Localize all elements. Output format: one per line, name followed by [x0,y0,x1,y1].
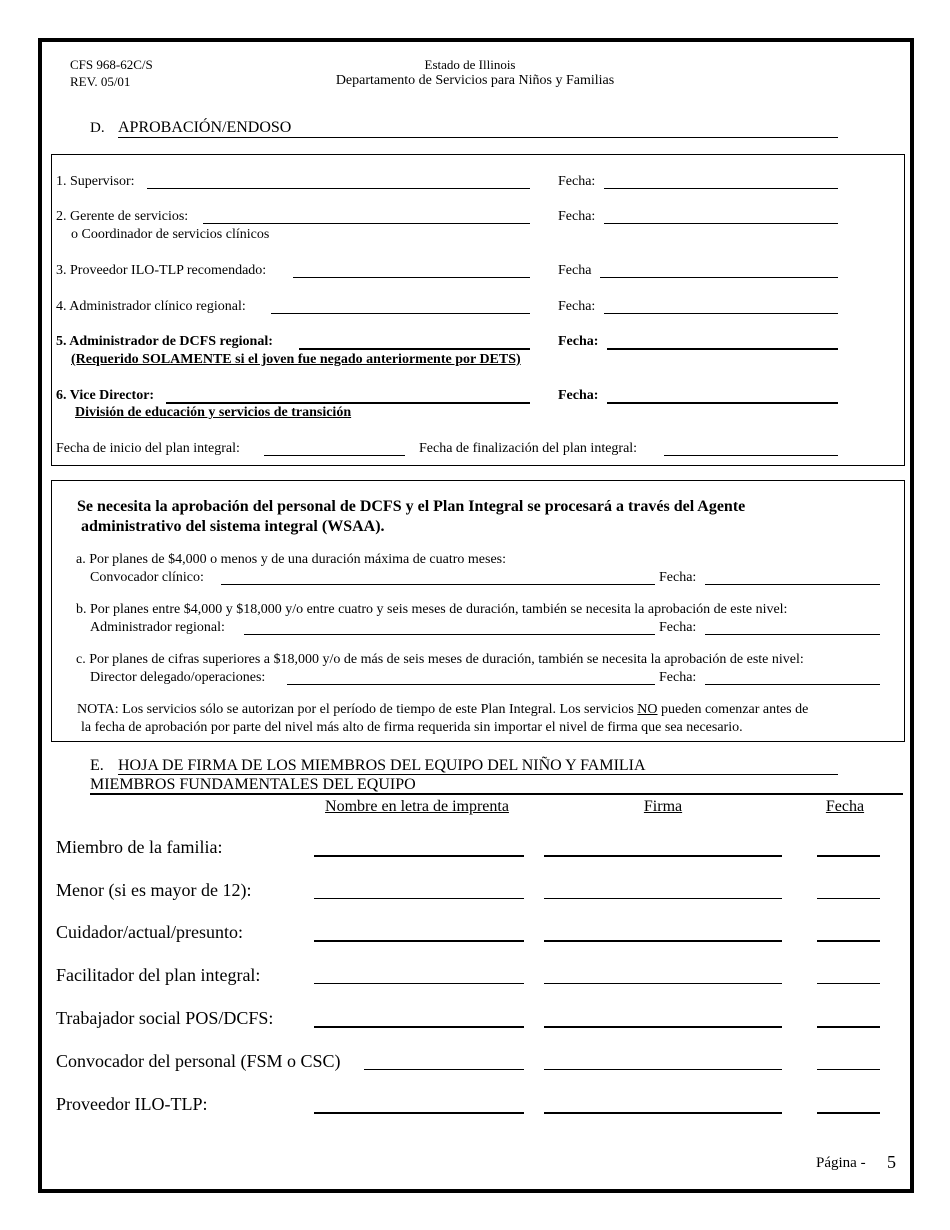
minor-date-field[interactable] [817,898,880,899]
supervisor-field[interactable] [147,188,530,189]
staff-convener-date-field[interactable] [817,1069,880,1070]
staff-convener-signature-field[interactable] [544,1069,782,1070]
vice-director-field[interactable] [166,402,530,404]
column-signature: Firma [643,798,683,815]
vice-director-date-field[interactable] [607,402,838,404]
deputy-director-date-field[interactable] [705,684,880,685]
plan-facilitator-signature-field[interactable] [544,983,782,984]
approval-heading-line2: administrativo del sistema integral (WSAA). [81,518,385,535]
state-name: Estado de Illinois [424,57,516,72]
service-manager-field[interactable] [203,223,530,224]
regional-dcfs-admin-label: 5. Administrador de DCFS regional: [56,334,273,349]
clinical-coordinator-label: o Coordinador de servicios clínicos [71,227,270,242]
section-e-title: HOJA DE FIRMA DE LOS MIEMBROS DEL EQUIPO DEL NIÑO Y FAMILIA [118,757,646,774]
core-team-subtitle: MIEMBROS FUNDAMENTALES DEL EQUIPO [90,776,416,793]
regional-clinical-admin-field[interactable] [271,313,530,314]
section-d-letter: D. [90,120,105,136]
page-label: Página - [816,1155,866,1171]
clinical-convener-date-label: Fecha: [659,570,697,585]
deputy-director-field[interactable] [287,684,655,685]
plan-facilitator-date-field[interactable] [817,983,880,984]
service-manager-label: 2. Gerente de servicios: [56,209,189,224]
regional-admin-label: Administrador regional: [90,620,225,635]
section-e-title-rule [118,774,838,775]
department-name: Departamento de Servicios para Niños y Familias [335,73,615,88]
form-revision: REV. 05/01 [70,74,131,89]
approval-note-text-end: pueden comenzar antes de [657,702,809,717]
recommended-provider-date-label: Fecha [558,263,592,278]
family-member-label: Miembro de la familia: [56,837,223,857]
ilo-tlp-provider-label: Proveedor ILO-TLP: [56,1094,208,1114]
approval-item-a-text: a. Por planes de $4,000 o menos y de una duración máxima de cuatro meses: [76,552,506,567]
plan-facilitator-name-field[interactable] [314,983,524,984]
caregiver-signature-field[interactable] [544,940,782,942]
supervisor-label: 1. Supervisor: [56,174,135,189]
regional-clinical-admin-date-field[interactable] [604,313,838,314]
staff-convener-name-field[interactable] [364,1069,524,1070]
regional-admin-date-label: Fecha: [659,620,697,635]
caregiver-date-field[interactable] [817,940,880,942]
social-worker-signature-field[interactable] [544,1026,782,1028]
regional-dcfs-admin-date-field[interactable] [607,348,838,350]
deputy-director-label: Director delegado/operaciones: [90,670,266,685]
form-code: CFS 968-62C/S [70,57,153,72]
plan-start-date-label: Fecha de inicio del plan integral: [56,441,240,456]
vice-director-date-label: Fecha: [558,388,599,403]
social-worker-label: Trabajador social POS/DCFS: [56,1008,274,1028]
approval-note-line2: la fecha de aprobación por parte del nivel más alto de firma requerida sin importar el nivel de firma que sea necesario. [81,720,743,735]
education-division-label: División de educación y servicios de transición [75,405,352,420]
vice-director-label: 6. Vice Director: [56,388,155,403]
regional-admin-field[interactable] [244,634,655,635]
clinical-convener-date-field[interactable] [705,584,880,585]
section-d-title-rule [118,137,838,138]
ilo-tlp-provider-name-field[interactable] [314,1112,524,1114]
social-worker-date-field[interactable] [817,1026,880,1028]
family-member-signature-field[interactable] [544,855,782,857]
staff-convener-label: Convocador del personal (FSM o CSC) [56,1051,341,1071]
column-print-name: Nombre en letra de imprenta [325,798,509,815]
plan-end-date-field[interactable] [664,455,838,456]
approval-note-no: NO [637,702,658,717]
approval-item-b-text: b. Por planes entre $4,000 y $18,000 y/o entre cuatro y seis meses de duración, también se necesita la aprobación de este nivel: [76,602,788,617]
approval-note-line1 [77,702,808,718]
family-member-name-field[interactable] [314,855,524,857]
clinical-convener-field[interactable] [221,584,655,585]
recommended-provider-field[interactable] [293,277,530,278]
core-team-rule [90,793,903,795]
caregiver-label: Cuidador/actual/presunto: [56,922,243,942]
ilo-tlp-provider-signature-field[interactable] [544,1112,782,1114]
minor-signature-field[interactable] [544,898,782,899]
regional-admin-date-field[interactable] [705,634,880,635]
page-number: 5 [887,1152,896,1172]
clinical-convener-label: Convocador clínico: [90,570,204,585]
plan-end-date-label: Fecha de finalización del plan integral: [419,441,638,456]
regional-dcfs-admin-field[interactable] [299,348,530,350]
caregiver-name-field[interactable] [314,940,524,942]
recommended-provider-label: 3. Proveedor ILO-TLP recomendado: [56,263,267,278]
section-d-title: APROBACIÓN/ENDOSO [118,119,292,136]
dets-requirement-note: (Requerido SOLAMENTE si el joven fue negado anteriormente por DETS) [71,352,521,367]
social-worker-name-field[interactable] [314,1026,524,1028]
family-member-date-field[interactable] [817,855,880,857]
regional-dcfs-admin-date-label: Fecha: [558,334,599,349]
plan-facilitator-label: Facilitador del plan integral: [56,965,261,985]
minor-label: Menor (si es mayor de 12): [56,880,252,900]
regional-clinical-admin-label: 4. Administrador clínico regional: [56,299,246,314]
service-manager-date-field[interactable] [604,223,838,224]
supervisor-date-label: Fecha: [558,174,596,189]
service-manager-date-label: Fecha: [558,209,596,224]
plan-start-date-field[interactable] [264,455,405,456]
approval-item-c-text: c. Por planes de cifras superiores a $18,000 y/o de más de seis meses de duración, también se necesita la aprobación de este nivel: [76,652,804,667]
column-date: Fecha [825,798,865,815]
ilo-tlp-provider-date-field[interactable] [817,1112,880,1114]
approval-note-text: NOTA: Los servicios sólo se autorizan por el período de tiempo de este Plan Integral. Los servicios [77,702,638,717]
deputy-director-date-label: Fecha: [659,670,697,685]
approval-heading-line1: Se necesita la aprobación del personal de DCFS y el Plan Integral se procesará a través del Agente [77,498,746,515]
supervisor-date-field[interactable] [604,188,838,189]
section-e-letter: E. [90,757,104,774]
regional-clinical-admin-date-label: Fecha: [558,299,596,314]
minor-name-field[interactable] [314,898,524,899]
recommended-provider-date-field[interactable] [600,277,838,278]
